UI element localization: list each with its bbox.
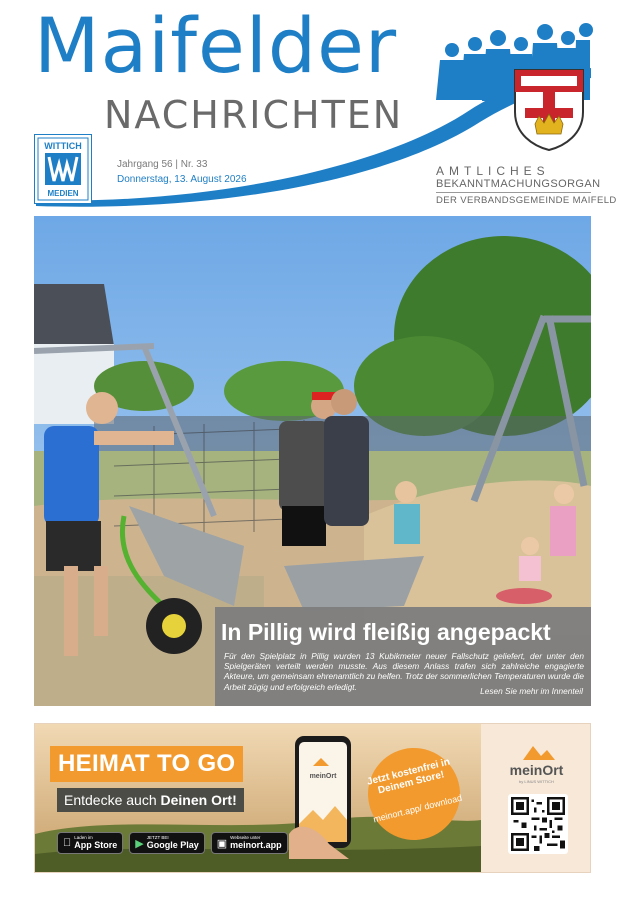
official-organ-line3: DER VERBANDSGEMEINDE MAIFELD — [436, 195, 617, 206]
meinort-web-button[interactable]: ▣ Webseite unter meinort.app — [211, 832, 288, 854]
meinort-brand-byline: by LINUS WITTICH — [519, 779, 554, 784]
ad-headline: HEIMAT TO GO — [50, 746, 243, 782]
official-organ-line2: BEKANNTMACHUNGSORGAN — [436, 178, 601, 190]
google-play-button[interactable]: ▶ JETZT BEI Google Play — [129, 832, 204, 854]
official-organ-line1: AMTLICHES — [436, 164, 550, 178]
issue-number: Jahrgang 56 | Nr. 33 — [117, 159, 208, 170]
store-badges — [57, 832, 288, 854]
play-icon: ▶ — [127, 837, 136, 850]
apple-icon — [63, 837, 71, 849]
maifeld-crest-icon — [513, 68, 585, 152]
meinort-advertisement[interactable] — [34, 723, 591, 873]
web-icon: ▣ — [208, 837, 219, 850]
svg-text:MEDIEN: MEDIEN — [47, 189, 79, 198]
read-more-note: Lesen Sie mehr im Innenteil — [480, 686, 583, 696]
wittich-medien-logo — [34, 134, 92, 204]
app-store-button[interactable]: Laden im App Store — [57, 832, 123, 854]
free-download-badge: Jetzt kostenfrei in Deinem Store! meinort.app/ download — [358, 738, 470, 850]
phone-in-hand-image — [289, 734, 367, 859]
lead-story-body: Für den Spielplatz in Pillig wurden 13 Kubikmeter neuer Fallschutz geliefert, der unter den Spielgeräten verteilt werden musste. Aus diesem Anlass trafen sich zahlreiche engagierte Akteure, um gemeinsam ehrenamtlich zu helfen. Trotz der sommerlichen Temperaturen wurde die Arbeit zügig und erfolgreich erledigt. — [224, 651, 584, 692]
divider — [436, 192, 591, 193]
masthead-subtitle: NACHRICHTEN — [104, 93, 404, 137]
issue-date: Donnerstag, 13. August 2026 — [117, 174, 247, 185]
ad-tagline: Entdecke auch Deinen Ort! — [57, 788, 244, 812]
lead-story-headline: In Pillig wird fleißig angepackt — [221, 619, 551, 645]
meinort-brand-name: meinOrt — [509, 762, 564, 778]
qr-code[interactable] — [508, 794, 568, 854]
masthead-title: Maifelder — [34, 1, 398, 90]
masthead — [0, 0, 625, 215]
phone-app-label: meinOrt — [309, 773, 337, 780]
qr-code-image — [511, 797, 565, 851]
svg-text:WITTICH: WITTICH — [44, 141, 82, 151]
